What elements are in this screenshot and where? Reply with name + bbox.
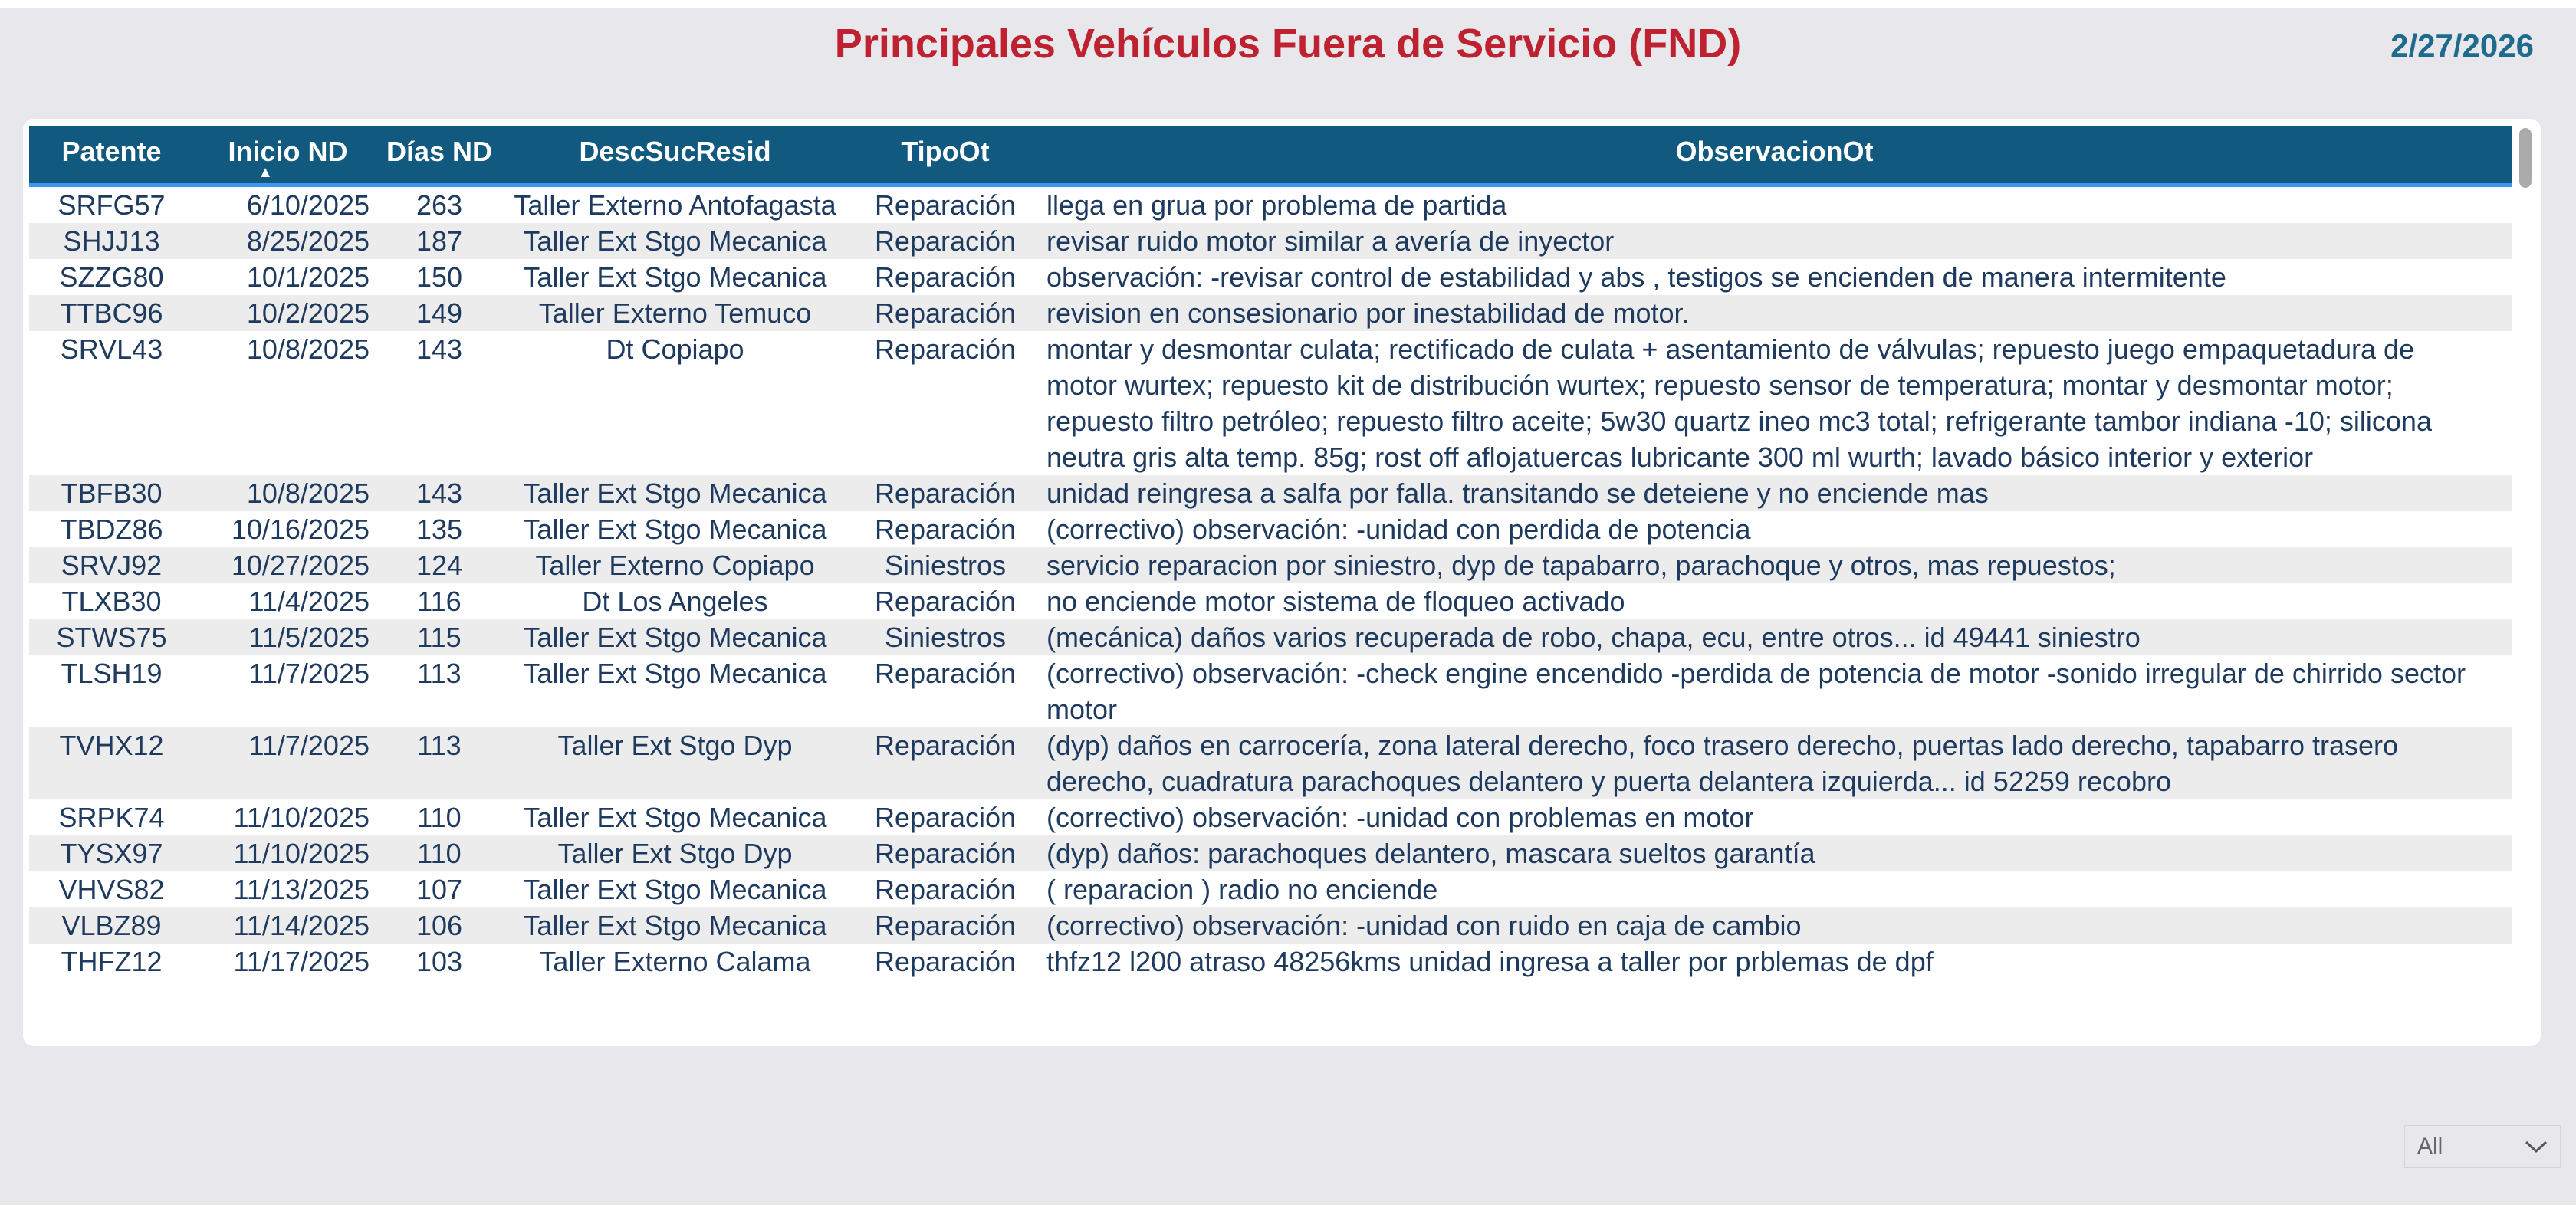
cell-tipoot: Reparación <box>874 874 1017 905</box>
cell-patente: SHJJ13 <box>63 225 160 257</box>
cell-descsucresid: Taller Ext Stgo Mecanica <box>523 658 827 689</box>
table-header-row <box>29 126 2512 187</box>
cell-tipoot: Siniestros <box>884 622 1007 653</box>
cell-patente: TTBC96 <box>60 297 163 329</box>
cell-inicio-nd: 10/16/2025 <box>231 514 370 545</box>
cell-inicio-nd: 11/10/2025 <box>233 838 370 869</box>
table-row <box>29 475 2512 511</box>
cell-patente: VHVS82 <box>58 874 165 905</box>
cell-observacionot: revision en consesionario por inestabilidad de motor. <box>1046 297 1690 329</box>
filter-dropdown-value: All <box>2417 1134 2443 1159</box>
vehicles-table <box>29 126 2512 1046</box>
table-row <box>29 727 2512 799</box>
cell-inicio-nd: 11/7/2025 <box>248 658 370 689</box>
cell-descsucresid: Dt Los Angeles <box>582 586 768 617</box>
report-date: 2/27/2026 <box>2390 28 2534 64</box>
cell-descsucresid: Taller Ext Stgo Mecanica <box>523 802 827 833</box>
cell-observacionot: (correctivo) observación: -check engine encendido -perdida de potencia de motor -sonido irregular de chirrido sector motor <box>1046 658 2466 725</box>
cell-descsucresid: Taller Ext Stgo Mecanica <box>523 622 827 653</box>
cell-observacionot: thfz12 l200 atraso 48256kms unidad ingresa a taller por prblemas de dpf <box>1046 946 1934 977</box>
cell-patente: TBDZ86 <box>60 514 163 545</box>
cell-inicio-nd: 10/1/2025 <box>246 261 370 293</box>
cell-dias-nd: 135 <box>416 514 463 545</box>
column-header-inicio-nd[interactable] <box>194 126 382 183</box>
cell-dias-nd: 107 <box>416 874 463 905</box>
cell-patente: SRFG57 <box>58 189 166 221</box>
cell-inicio-nd: 11/7/2025 <box>248 730 370 761</box>
cell-patente: THFZ12 <box>61 946 163 977</box>
table-row <box>29 655 2512 727</box>
cell-tipoot: Reparación <box>874 514 1017 545</box>
table-row <box>29 187 2512 223</box>
cell-tipoot: Reparación <box>874 586 1017 617</box>
table-row <box>29 331 2512 475</box>
cell-inicio-nd: 10/2/2025 <box>246 297 370 329</box>
cell-tipoot: Reparación <box>874 189 1017 221</box>
cell-descsucresid: Taller Ext Stgo Dyp <box>557 838 793 869</box>
cell-dias-nd: 124 <box>416 550 463 581</box>
cell-observacionot: (correctivo) observación: -unidad con ruido en caja de cambio <box>1046 910 1802 941</box>
cell-tipoot: Reparación <box>874 261 1017 293</box>
table-row <box>29 907 2512 944</box>
table-row <box>29 223 2512 259</box>
column-header-patente[interactable]: Patente <box>61 136 162 167</box>
cell-patente: VLBZ89 <box>61 910 162 941</box>
cell-patente: TVHX12 <box>59 730 164 761</box>
column-header-observacionot[interactable]: ObservacionOt <box>1675 136 1874 167</box>
cell-observacionot: (correctivo) observación: -unidad con problemas en motor <box>1046 802 1754 833</box>
cell-dias-nd: 106 <box>416 910 463 941</box>
column-header-inicio-nd-label: Inicio ND <box>228 136 348 167</box>
cell-observacionot: revisar ruido motor similar a avería de inyector <box>1046 225 1615 257</box>
cell-tipoot: Reparación <box>874 225 1017 257</box>
cell-observacionot: no enciende motor sistema de floqueo activado <box>1046 586 1625 617</box>
cell-tipoot: Siniestros <box>884 550 1007 581</box>
table-row <box>29 547 2512 583</box>
cell-dias-nd: 187 <box>416 225 463 257</box>
cell-tipoot: Reparación <box>874 333 1017 365</box>
cell-patente: STWS75 <box>56 622 167 653</box>
cell-observacionot: (dyp) daños: parachoques delantero, mascara sueltos garantía <box>1046 838 1815 869</box>
cell-dias-nd: 103 <box>416 946 463 977</box>
table-row <box>29 944 2512 980</box>
cell-inicio-nd: 11/10/2025 <box>233 802 370 833</box>
cell-observacionot: (dyp) daños en carrocería, zona lateral derecho, foco trasero derecho, puertas lado derecho, tapabarro trasero derecho, cuadratura parachoques delantero y puerta delantera izquierda... id 52259 recobro <box>1046 730 2399 797</box>
table-row <box>29 835 2512 871</box>
cell-inicio-nd: 10/8/2025 <box>246 478 370 509</box>
cell-inicio-nd: 11/14/2025 <box>233 910 370 941</box>
cell-dias-nd: 113 <box>417 730 462 761</box>
cell-dias-nd: 149 <box>416 297 463 329</box>
table-row <box>29 259 2512 295</box>
table-row <box>29 583 2512 619</box>
cell-descsucresid: Taller Externo Copiapo <box>535 550 815 581</box>
column-header-tipoot[interactable]: TipoOt <box>901 136 990 167</box>
cell-inicio-nd: 11/5/2025 <box>248 622 370 653</box>
column-header-dias-nd[interactable]: Días ND <box>386 136 493 167</box>
cell-dias-nd: 143 <box>416 333 463 365</box>
cell-patente: SRVJ92 <box>61 550 163 581</box>
cell-observacionot: llega en grua por problema de partida <box>1046 189 1507 221</box>
cell-inicio-nd: 8/25/2025 <box>246 225 370 257</box>
cell-observacionot: (mecánica) daños varios recuperada de robo, chapa, ecu, entre otros... id 49441 siniestro <box>1046 622 2141 653</box>
cell-observacionot: observación: -revisar control de estabilidad y abs , testigos se encienden de manera intermitente <box>1046 261 2226 293</box>
cell-descsucresid: Taller Ext Stgo Mecanica <box>523 874 827 905</box>
cell-observacionot: (correctivo) observación: -unidad con perdida de potencia <box>1046 514 1751 545</box>
cell-descsucresid: Taller Externo Calama <box>539 946 811 977</box>
vertical-scrollbar-thumb[interactable] <box>2519 128 2532 188</box>
cell-patente: SRPK74 <box>58 802 165 833</box>
cell-descsucresid: Taller Ext Stgo Mecanica <box>523 910 827 941</box>
cell-observacionot: servicio reparacion por siniestro, dyp de tapabarro, parachoque y otros, mas repuestos; <box>1046 550 2116 581</box>
cell-tipoot: Reparación <box>874 946 1017 977</box>
column-header-descsucresid[interactable]: DescSucResid <box>579 136 771 167</box>
chevron-down-icon <box>2525 1140 2548 1154</box>
page-title: Principales Vehículos Fuera de Servicio (FND) <box>834 21 1742 67</box>
cell-patente: TLXB30 <box>61 586 162 617</box>
cell-patente: SRVL43 <box>60 333 163 365</box>
cell-descsucresid: Taller Ext Stgo Mecanica <box>523 514 827 545</box>
cell-tipoot: Reparación <box>874 658 1017 689</box>
cell-descsucresid: Taller Ext Stgo Dyp <box>557 730 793 761</box>
cell-tipoot: Reparación <box>874 802 1017 833</box>
cell-dias-nd: 150 <box>416 261 463 293</box>
cell-descsucresid: Taller Externo Temuco <box>538 297 812 329</box>
table-body <box>29 187 2512 980</box>
filter-dropdown[interactable] <box>2404 1125 2561 1168</box>
cell-tipoot: Reparación <box>874 478 1017 509</box>
cell-dias-nd: 116 <box>417 586 462 617</box>
cell-dias-nd: 263 <box>416 189 463 221</box>
cell-descsucresid: Taller Ext Stgo Mecanica <box>523 478 827 509</box>
cell-observacionot: ( reparacion ) radio no enciende <box>1046 874 1438 905</box>
cell-tipoot: Reparación <box>874 730 1017 761</box>
cell-dias-nd: 143 <box>416 478 463 509</box>
cell-tipoot: Reparación <box>874 838 1017 869</box>
cell-dias-nd: 113 <box>417 658 462 689</box>
table-row <box>29 619 2512 655</box>
cell-dias-nd: 110 <box>417 838 462 869</box>
table-row <box>29 295 2512 331</box>
cell-patente: TLSH19 <box>61 658 163 689</box>
cell-patente: SZZG80 <box>59 261 164 293</box>
cell-inicio-nd: 11/17/2025 <box>233 946 370 977</box>
cell-tipoot: Reparación <box>874 910 1017 941</box>
table-row <box>29 799 2512 835</box>
cell-descsucresid: Taller Ext Stgo Mecanica <box>523 225 827 257</box>
report-canvas <box>0 8 2576 1205</box>
cell-patente: TYSX97 <box>60 838 163 869</box>
table-row <box>29 871 2512 907</box>
vehicles-table-card <box>23 119 2541 1046</box>
cell-descsucresid: Taller Externo Antofagasta <box>514 189 836 221</box>
cell-descsucresid: Dt Copiapo <box>606 333 744 365</box>
cell-dias-nd: 115 <box>417 622 462 653</box>
cell-inicio-nd: 11/4/2025 <box>248 586 370 617</box>
cell-descsucresid: Taller Ext Stgo Mecanica <box>523 261 827 293</box>
cell-observacionot: montar y desmontar culata; rectificado de culata + asentamiento de válvulas; repuesto juego empaquetadura de motor wurtex; repuesto kit de distribución wurtex; repuesto sensor de temperatura; montar y desmontar motor; repuesto filtro petróleo; repuesto filtro aceite; 5w30 quartz ineo mc3 total; refrigerante tambor indiana -10; silicona neutra gris alta temp. 85g; rost off aflojatuercas lubricante 300 ml wurth; lavado básico interior y exterior <box>1046 333 2432 473</box>
cell-inicio-nd: 6/10/2025 <box>246 189 370 221</box>
cell-observacionot: unidad reingresa a salfa por falla. transitando se deteiene y no enciende mas <box>1046 478 1989 509</box>
sort-ascending-icon: ▲ <box>258 164 274 181</box>
cell-inicio-nd: 10/27/2025 <box>231 550 370 581</box>
cell-inicio-nd: 10/8/2025 <box>246 333 370 365</box>
cell-dias-nd: 110 <box>417 802 462 833</box>
table-row <box>29 511 2512 547</box>
cell-tipoot: Reparación <box>874 297 1017 329</box>
cell-inicio-nd: 11/13/2025 <box>233 874 370 905</box>
cell-patente: TBFB30 <box>61 478 163 509</box>
